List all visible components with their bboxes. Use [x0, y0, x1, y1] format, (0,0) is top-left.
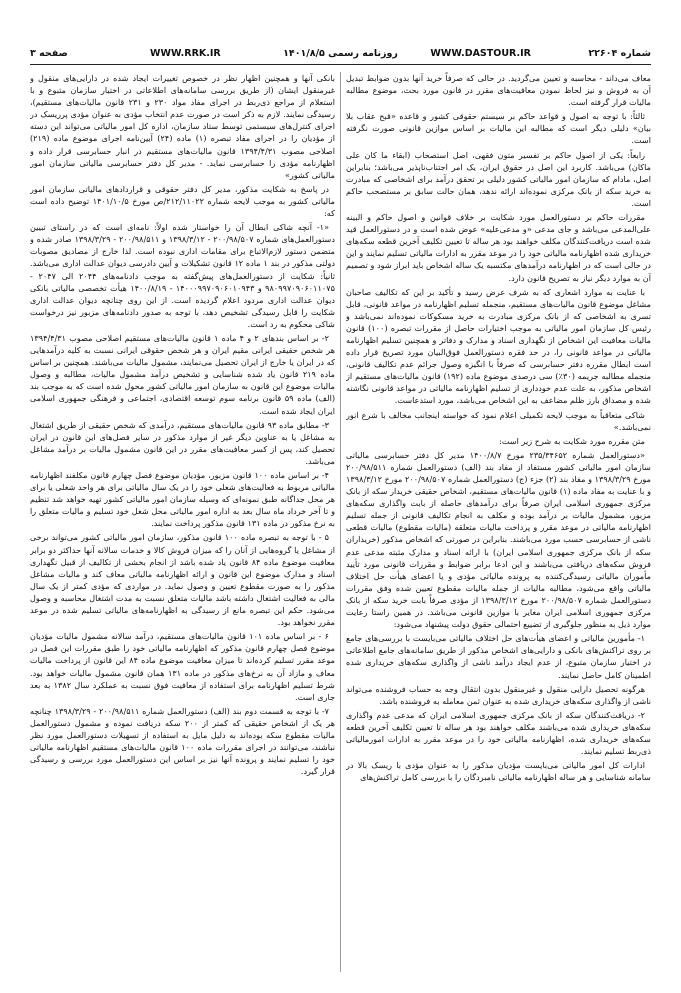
paragraph: متن مقرره مورد شکایت به شرح زیر است: — [499, 435, 645, 446]
paragraph: رابعاً: یکی از اصول حاکم بر تفسیر متون فقهی، اصل استصحاب (ابقاء ما کان علی ماکان) می‌باشد. کاربرد این اصل در حقوق ایران، یک امر اجتناب‌ناپذیر می‌باشد؛ بنابراین اصل، مادام که سازمان امور مالیاتی کشور دلیلی بر تحقق درآمد برای اشخاصی که مبادرت به خرید سکه از بانک مرکزی نموده‌اند ارائه ندهد، همان حالت سابق بر مستصحب حاکم است. — [346, 149, 651, 208]
right-text-column — [346, 72, 651, 972]
paragraph: بانکی آنها و همچنین اظهار نظر در خصوص تغییرات ایجاد شده در دارایی‌های منقول و غیرمنقول ایشان (از طریق بررسی سامانه‌های اطلاعاتی در اختیار سازمان متبوع و با استعلام از مراجع ذی‌ربط در اجرای مفاد مواد ۲۳۰ و ۲۳۱ قانون مالیات‌های مستقیم)، رسیدگی نمایند. لازم به ذکر است در صورت عدم انتخاب مؤدی به عنوان مؤدی پرریسک در اجرای کنترل‌های سیستمی توسط ستاد سازمان، اداره کل امور مالیاتی می‌تواند این دسته از مؤدیان را در اجرای مفاد تبصره (۱) ماده (۲۴) آیین‌نامه اجرای موضوع ماده (۲۱۹) اصلاحی مصوب ۱۳۹۴/۴/۳۱ قانون مالیات‌های مستقیم در انبار حسابرسی قرار داده و اظهارنامه مؤدی را حسابرسی نماید. - مدیر کل دفتر حسابرسی مالیاتی سازمان امور مالیاتی کشور» — [30, 73, 335, 180]
dastour-website-link[interactable]: WWW.DASTOUR.IR — [430, 48, 531, 59]
paragraph: ۱- مأمورین مالیاتی و اعضای هیأت‌های حل اختلاف مالیاتی می‌بایست با بررسی‌های جامع بر روی تراکنش‌های بانکی و دارایی‌های اشخاص مذکور از طریق سامانه‌های جامع اطلاعاتی در اختیار سازمان متبوع، از عدم ایجاد درآمد ناشی از واگذاری سکه‌های خریداری شده اطمینان کامل حاصل نمایند. — [346, 633, 651, 680]
paragraph: «دستورالعمل شماره ۲۳۵/۳۴۶۵۲ مورخ ۱۴۰۰/۸/۷ مدیر کل دفتر حسابرسی مالیاتی سازمان امور مالیاتی کشور مستفاد از مفاد بند (الف) دستورالعمل شماره ۲۰۰/۹۸/۵۱۱ مورخ ۱۳۹۸/۳/۲۹ و مفاد بند (۲) جزء (ج) دستورالعمل شماره ۲۰۰/۹۸/۵۰۷ مورخ ۱۳۹۸/۳/۱۲ و با عنایت به مفاد ماده (۱) قانون مالیات‌های مستقیم، اشخاص حقیقی خریدار سکه از بانک مرکزی جمهوری اسلامی ایران صرفاً برای درآمدهای حاصله از بابت واگذاری سکه‌های مزبور، مشمول مالیات بر درآمد بوده و مکلف به انجام تکالیف قانونی از جمله تسلیم اظهارنامه مالیاتی در موعد مقرر و پرداخت مالیات متعلقه (مالیات مقطوع) مالیات قطعی ناشی از حسابرسی حسب مورد می‌باشند. بنابراین در صورتی که اشخاص مذکور (خریداران سکه از بانک مرکزی جمهوری اسلامی ایران) با ارائه اسناد و مدارک مثبته مدعی عدم فروش سکه‌های دریافتی می‌باشند و این ادعا برابر ضوابط و مقررات قانونی مورد تأیید مأموران مالیاتی رسیدگی‌کننده به پرونده مالیاتی مؤدی و یا اعضای هیأت حل اختلاف مالیاتی واقع می‌شود، مطالبه مالیات از جمله مالیات مقطوع تعیین شده وفق مقررات دستورالعمل شماره ۲۰۰/۹۸/۵۰۷ مورخ ۱۳۹۸/۳/۱۲ از مؤدی صرفاً بابت خرید سکه از بانک مرکزی جمهوری اسلامی ایران مغایر با موازین قانونی می‌باشد. در همین راستا رعایت موارد ذیل به منظور جلوگیری از تضییع احتمالی حقوق دولت پیشنهاد می‌شود: — [346, 449, 651, 630]
paragraph: ۲- دریافت‌کنندگان سکه از بانک مرکزی جمهوری اسلامی ایران که مدعی عدم واگذاری سکه‌های خریداری شده می‌باشند مکلف خواهند بود هر ساله تا تعیین تکلیف آخرین قطعه سکه‌های خریداری شده، اظهارنامه مالیاتی خود را در موعد مقرر به ادارات امورمالیاتی ذی‌ربط تسلیم نمایند. — [346, 709, 651, 757]
left-text-column — [30, 72, 335, 972]
paragraph: معاف می‌داند - محاسبه و تعیین می‌گردید. در حالی که صرفاً خرید آنها بدون ضوابط تبدیل آن به فروش و نیز لحاظ نمودن معافیت‌های مقرر در قانون مورد بحث، موضوع مطالبه مالیات قرار گرفته است. — [346, 73, 651, 108]
paragraph: ۲- بر اساس بندهای ۲ و ۴ ماده ۱ قانون مالیات‌های مستقیم اصلاحی مصوب ۱۳۹۴/۴/۳۱ هر شخص حقیقی ایرانی مقیم ایران و هر شخص حقوقی ایرانی نسبت به کلیه درآمدهایی که در ایران یا خارج از ایران تحصیل می‌نمایند، مشمول مالیات می‌باشند. همچنین بر اساس ماده ۲۱۹ قانون یاد شده شناسایی و تشخیص درآمد مشمول مالیات، مطالبه و وصول مالیات موضوع این قانون به سازمان امور مالیاتی کشور محول شده است که به موجب بند (الف) ماده ۵۹ قانون برنامه سوم توسعه اقتصادی، اجتماعی و فرهنگی جمهوری اسلامی ایران ایجاد شده است. — [30, 332, 335, 416]
paragraph: «۱- آنچه شاکی ابطال آن را خواستار شده اولاً: نامه‌ای است که در راستای تبیین دستورالعمل‌های شماره ۲۰۰/۹۸/۵۰۷ - ۱۳۹۸/۳/۱۲ و ۲۰۰/۹۸/۵۱۱ - ۱۳۹۸/۳/۲۹ صادر شده و متضمن دستور لازم‌الاتباع برای مقامات اداری نبوده است. لذا خارج از مصادیق مصوبات دولتی مذکور در بند ۱ ماده ۱۲ قانون تشکیلات و آیین دادرسی دیوان عدالت اداری می‌باشد. ثانیاً: شکایت از دستورالعمل‌های پیش‌گفته به موجب دادنامه‌های ۲۰۴۴ الی ۲۰۴۷ - ۹۸۰۹۹۷۰۹۰۶۰۱۱۰۷۵ و ۱۴۰۰۰۹۹۷۰۹۰۶۰۱۰۹۴۳ - ۱۴۰۰/۸/۱۹ هیأت تخصصی مالیاتی بانکی دیوان عدالت اداری مردود اعلام گردیده است. از این روی چنانچه دیوان عدالت اداری شکایت را قابل رسیدگی تشخیص دهد، با توجه به صدور دادنامه‌های مزبور نیز درخواست شاکی محکوم به رد است. — [30, 222, 335, 329]
paragraph: ۶ - بر اساس ماده ۱۰۱ قانون مالیات‌های مستقیم، درآمد سالانه مشمول مالیات مؤدیان موضوع فصل چهارم قانون مذکور که اظهارنامه مالیاتی خود را طبق مقررات این فصل در موعد مقرر تسلیم کرده‌اند تا میزان معافیت موضوع ماده ۸۴ این قانون از پرداخت مالیات معاف و مازاد آن به نرخ‌های مذکور در ماده ۱۳۱ همان قانون مشمول مالیات خواهد بود. شرط تسلیم اظهارنامه برای استفاده از معافیت فوق نسبت به عملکرد سال ۱۳۸۲ به بعد جاری است. — [30, 631, 335, 702]
paragraph: ۴- بر اساس ماده ۱۰۰ قانون مزبور، مؤدیان موضوع فصل چهارم قانون مکلفند اظهارنامه مالیاتی مربوط به فعالیت‌های شغلی خود را در یک سال مالیاتی برای هر واحد شغلی یا برای هر محل جداگانه طبق نمونه‌ای که وسیله سازمان امور مالیاتی کشور تهیه خواهد شد تنظیم و تا آخر خرداد ماه سال بعد به اداره امور مالیاتی محل شغل خود تسلیم و مالیات متعلق را به نرخ مذکور در ماده ۱۳۱ قانون مذکور پرداخت نمایند. — [30, 470, 335, 529]
rrk-website-link[interactable]: WWW.RRK.IR — [150, 48, 221, 59]
paragraph: شاکی متعاقباً به موجب لایحه تکمیلی اعلام نمود که خواسته اینجانب مخالف با شرع انور نمی‌باشد.» — [346, 409, 651, 432]
column-divider — [340, 72, 341, 972]
paragraph: در پاسخ به شکایت مذکور، مدیر کل دفتر حقوقی و قراردادهای مالیاتی سازمان امور مالیاتی کشور به موجب لایحه شماره ۲۱۲/۱۱۰۲۲/ص مورخ ۱۴۰۱/۱۰/۵ توضیح داده است که: — [30, 183, 335, 219]
paragraph: مقررات حاکم بر دستورالعمل مورد شکایت بر خلاف قوانین و اصول حاکم و البینه علی‌المدعی می‌باشد و جای مدعی «و مدعی‌علیه» عوض شده است و در دستورالعمل قید شده است دریافت‌کنندگان مکلف خواهند بود هر ساله تا تعیین تکلیف آخرین قطعه سکه‌های خریداری شده اظهارنامه مالیاتی خود را در موعد مقرر به ادارات مالیاتی تسلیم نمایند و این در حالی است که در اظهارنامه درآمدهای مکتسبه یک ساله اشخاص باید ابراز شود و تصمیم آن به موارد دیگر نیاز به تصریح قانون دارد. — [346, 212, 651, 283]
issue-number: شماره ۲۲۶۰۴ — [588, 48, 651, 59]
paragraph: با عنایت به موارد اشعاری که به شرف عرض رسید و تأکید بر این که تکالیف صاحبان مشاغل موضوع قانون مالیات‌های مستقیم، منجمله تسلیم اظهارنامه در مواعد قانونی، قابل تسری به اشخاصی که از بانک مرکزی مبادرت به خرید مسکوکات نموده‌اند نمی‌باشد و رئیس کل سازمان امور مالیاتی به موجب اختیارات حاصل از مقررات تبصره (۱۰۰) قانون مالیات معافیت این اشخاص از نگهداری اسناد و مدارک و دفاتر و همچنین تسلیم اظهارنامه مالیاتی در مواعد قانونی را، در حد فقره دستورالعمل فوق‌البیان مورد تصریح قرار داده است ابطال مقرره دفتر حسابرسی که صرفاً با انگیزه وصول جرائم عدم تکالیف قانونی، منجمله مطالبه جریمه (۳۰٪) سی درصدی موضوع ماده (۱۹۲) قانون مالیات‌های مستقیم از اشخاص مذکور، به علت عدم خودداری از تسلیم اظهارنامه مالیاتی در مواعد قانونی نگاشته شده و مصداق بارز ظلم مضاعف به این اشخاص می‌باشد، مورد استدعاست. — [346, 286, 651, 406]
paragraph: هرگونه تحصیل دارایی منقول و غیرمنقول بدون انتقال وجه به حساب فروشنده می‌تواند ناشی از واگذاری سکه‌های خریداری شده به عنوان ثمن معامله به فروشنده باشد. — [346, 683, 651, 706]
paragraph: ادارات کل امور مالیاتی می‌بایست مؤدیان مذکور را به عنوان مؤدی با ریسک بالا در سامانه شناسایی و هر ساله اظهارنامه مالیاتی نامبردگان را با بررسی کامل تراکنش‌های — [346, 760, 651, 783]
paragraph: ثالثاً: با توجه به اصول و قواعد حاکم بر سیستم حقوقی کشور و قاعده «قبح عقاب بلا بیان» دلیلی دیگر است که مطالبه این مالیات بر اساس موازین قانونی صورت نگرفته است. — [346, 111, 651, 146]
page-number: صفحه ۳ — [30, 48, 68, 59]
paragraph: ۵ - با توجه به تبصره ماده ۱۰۰ قانون مذکور، سازمان امور مالیاتی کشور می‌تواند برخی از مشاغل یا گروه‌هایی از آنان را که میزان فروش کالا و خدمات سالانه آنها حداکثر دو برابر معافیت موضوع ماده ۸۴ قانون یاد شده باشد از انجام بخشی از تکالیف از قبیل نگهداری اسناد و مدارک موضوع این قانون و ارائه اظهارنامه مالیاتی معاف کند و مالیات مشاغل مذکور را به صورت مقطوع تعیین و وصول نماید. در مواردی که مؤدی کمتر از یک سال مالی به فعالیت اشتغال داشته باشد مالیات متعلق نسبت به مدت اشتغال محاسبه و وصول می‌شود. حکم این تبصره مانع از رسیدگی به اظهارنامه‌های مالیاتی تسلیم شده در موعد مقرر نخواهد بود. — [30, 532, 335, 628]
page-header — [30, 44, 651, 65]
paragraph: ۷- با توجه به قسمت دوم بند (الف) دستورالعمل شماره ۲۰۰/۹۸/۵۱۱ - ۱۳۹۸/۳/۲۹ چنانچه هر یک از اشخاص حقیقی که کمتر از ۲۰۰ سکه دریافت نموده و مشمول دستورالعمل مالیات مقطوع سکه بوده‌اند به دلیل مایل به استفاده از تسهیلات دستورالعمل مورد نظر نباشند، می‌توانند در اجرای مقررات ماده ۱۰۰ قانون مالیات‌های مستقیم اظهارنامه مالیاتی خود را تسلیم نمایند و پرونده آنها نیز بر اساس این دستورالعمل مورد بررسی و رسیدگی قرار گیرد. — [30, 705, 335, 777]
gazette-date: روزنامه رسمی ۱۴۰۱/۸/۵ — [283, 48, 398, 59]
paragraph: ۳- مطابق ماده ۹۳ قانون مالیات‌های مستقیم، درآمدی که شخص حقیقی از طریق اشتغال به مشاغل یا به عناوین دیگر غیر از موارد مذکور در سایر فصل‌های این قانون در ایران تحصیل کند، پس از کسر معافیت‌های مقرر در این قانون مشمول مالیات بر درآمد مشاغل می‌باشد. — [30, 419, 335, 466]
